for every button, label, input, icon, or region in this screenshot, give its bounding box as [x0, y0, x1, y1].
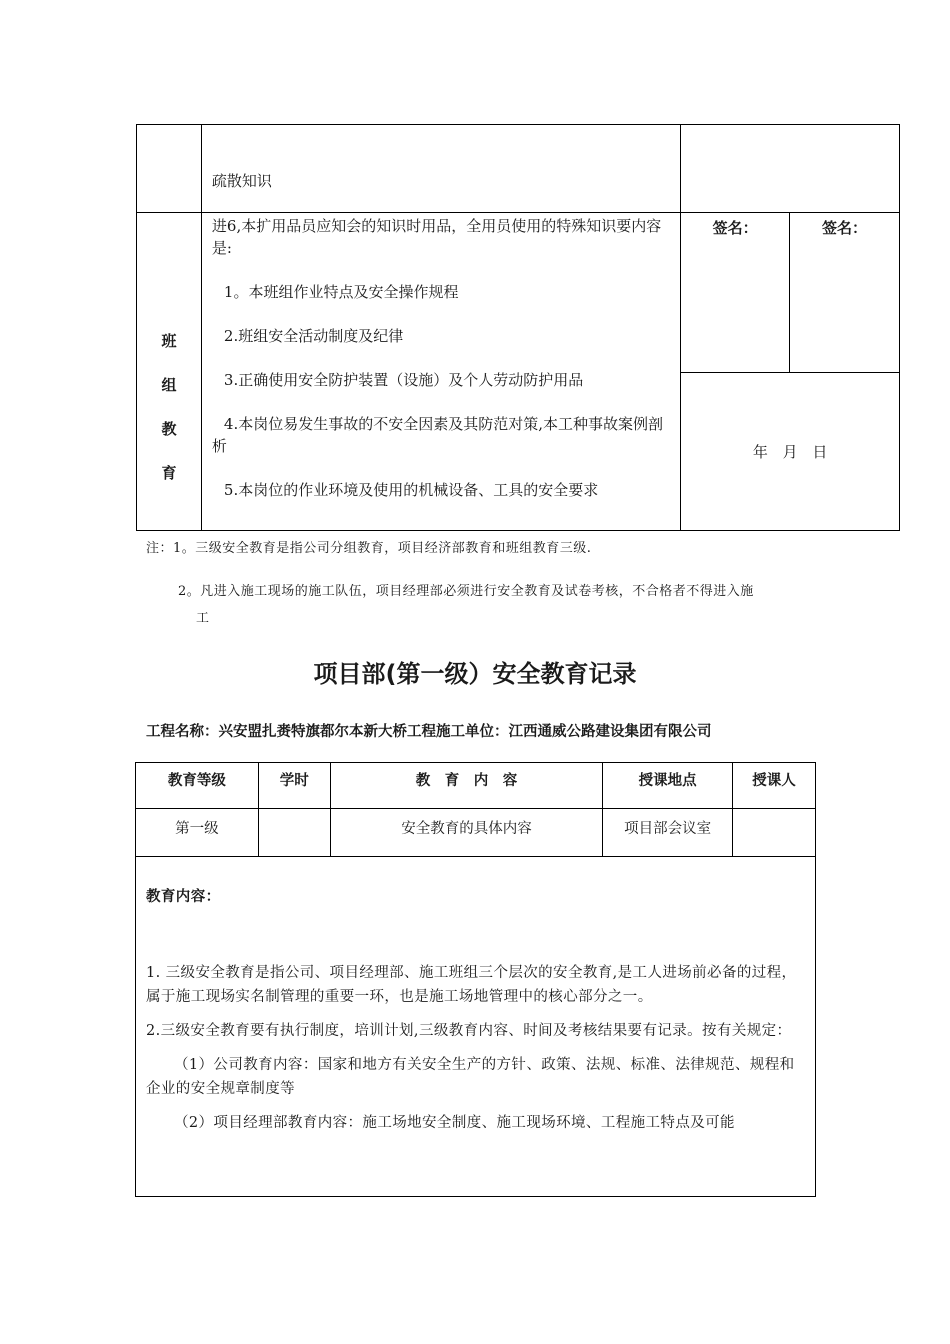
content-heading: 教育内容： — [146, 889, 221, 905]
row1-sign-cell — [681, 125, 900, 213]
header-hours: 学时 — [258, 763, 330, 809]
cont-line: 是: — [211, 239, 232, 257]
label-char-3: 教 — [161, 420, 177, 438]
date-cell — [681, 373, 900, 531]
content-para-3: （1）公司教育内容：国家和地方有关安全生产的方针、政策、法规、标准、法律规范、规程和企业的安全规章制度等 — [146, 1057, 795, 1097]
label-char-2: 组 — [161, 376, 177, 394]
sign-label-1: 签名： — [712, 219, 758, 237]
item-4: 4.本岗位易发生事故的不安全因素及其防范对策,本工种事故案例剖析 — [211, 415, 663, 455]
content-para-1: 1. 三级安全教育是指公司、项目经理部、施工班组三个层次的安全教育,是工人进场前必备的过程，属于施工现场实名制管理的重要一环，也是施工场地管理中的核心部分之一。 — [146, 965, 797, 1005]
item-1: 1。本班组作业特点及安全操作规程 — [223, 283, 459, 301]
label-char-4: 育 — [161, 464, 177, 482]
content-para-2: 2.三级安全教育要有执行制度，培训计划,三级教育内容、时间及考核结果要有记录。按有关规定： — [146, 1023, 792, 1039]
top-education-table — [136, 124, 900, 531]
header-content: 教 育 内 容 — [330, 763, 603, 809]
item-3: 3.正确使用安全防护装置（设施）及个人劳动防护用品 — [223, 371, 584, 389]
header-lecturer: 授课人 — [733, 763, 816, 809]
page-title: 项目部(第一级）安全教育记录 — [313, 660, 637, 688]
header-level: 教育等级 — [136, 763, 259, 809]
header-location: 授课地点 — [603, 763, 733, 809]
cell-hours — [258, 809, 330, 857]
cell-lecturer — [733, 809, 816, 857]
item-5: 5.本岗位的作业环境及使用的机械设备、工具的安全要求 — [223, 481, 599, 499]
cell-content: 安全教育的具体内容 — [330, 809, 603, 857]
sign-cell-2 — [790, 213, 900, 373]
content-para-4: （2）项目经理部教育内容：施工场地安全制度、施工现场环境、工程施工特点及可能 — [174, 1115, 735, 1131]
label-char-1: 班 — [161, 332, 177, 350]
date-text: 年 月 日 — [752, 442, 828, 461]
row1-content-cell — [201, 125, 680, 213]
sign-cell-1 — [681, 213, 790, 373]
project-line: 工程名称：兴安盟扎赉特旗都尔本新大桥工程施工单位：江西通威公路建设集团有限公司 — [146, 724, 712, 740]
team-education-content — [201, 213, 680, 531]
sign-label-2: 签名： — [822, 219, 868, 237]
empty-label-cell — [137, 125, 202, 213]
garbled-line: 进6,本扩用品员应知会的知识时用品，全用员使用的特殊知识要内容 — [211, 217, 662, 235]
note-2a: 2。凡进入施工现场的施工队伍，项目经理部必须进行安全教育及试卷考核，不合格者不得进入施 — [178, 584, 754, 599]
item-2: 2.班组安全活动制度及纪律 — [223, 327, 404, 345]
note-2b: 工 — [196, 611, 210, 626]
note-1: 注：1。三级安全教育是指公司分组教育，项目经济部教育和班组教育三级. — [146, 541, 592, 556]
record-table — [135, 762, 816, 1197]
cell-level: 第一级 — [136, 809, 259, 857]
team-education-label — [137, 213, 202, 531]
cell-location: 项目部会议室 — [603, 809, 733, 857]
education-content-cell — [136, 857, 816, 1197]
row1-text: 疏散知识 — [211, 172, 272, 190]
